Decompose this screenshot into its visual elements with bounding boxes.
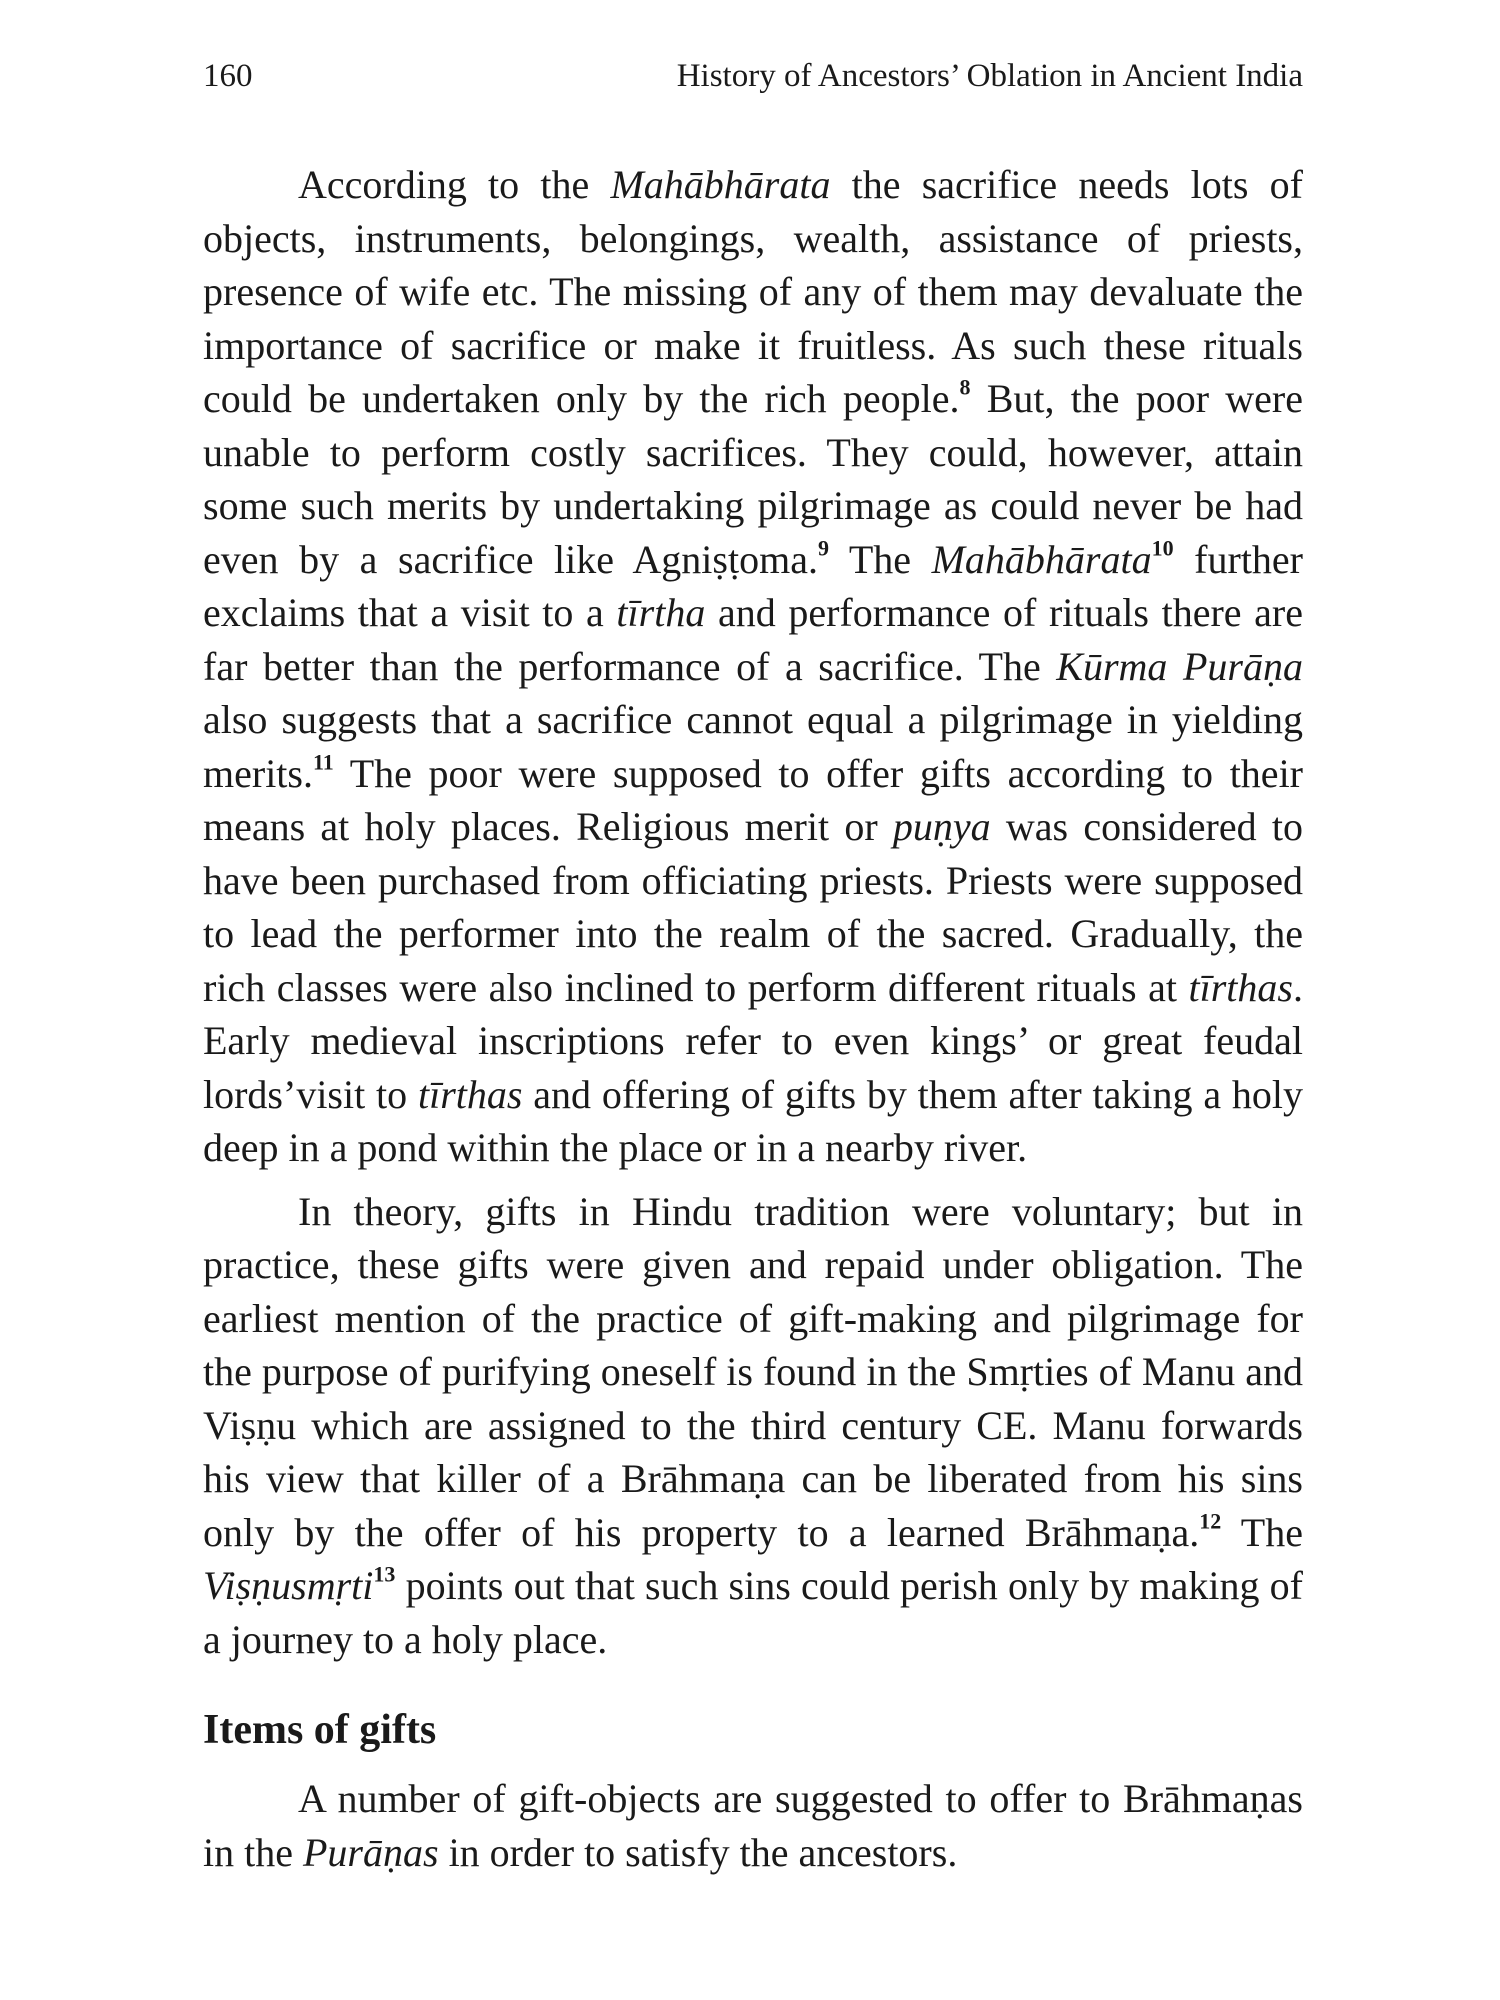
text-run: The <box>1221 1509 1303 1555</box>
text-run: in order to satisfy the ancestors. <box>438 1829 958 1875</box>
italic-term: Mahābhārata <box>931 536 1152 582</box>
paragraph-3 <box>203 1772 1303 1879</box>
body-text <box>203 158 1303 1879</box>
footnote-ref: 10 <box>1151 534 1174 560</box>
text-run: points out that such sins could perish only by making of a journey to a holy place. <box>203 1563 1303 1662</box>
text-run: the sacrifice needs lots of objects, instruments, belongings, wealth, assistance of priests, presence of wife etc. The missing of any of them may devaluate the importance of sacrifice or make it fruitless. As such these rituals could be undertaken only by the rich people. <box>203 162 1303 421</box>
page-number: 160 <box>203 58 253 94</box>
italic-term: Purāṇas <box>302 1829 439 1875</box>
text-run: further exclaims that a visit to a <box>203 536 1304 635</box>
footnote-ref: 13 <box>373 1561 396 1587</box>
italic-term: Mahābhārata <box>610 162 831 207</box>
text-run: According to the <box>298 162 611 207</box>
text-run: In theory, gifts in Hindu tradition were voluntary; but in practice, these gifts were given and repaid under obligation. The earliest mention of the practice of gift-making and pilgrimage for the purpose of purifying oneself is found in the Smṛties of Manu and Viṣṇu which are assigned to the third century CE. Manu forwards his view that killer of a Brāhmaṇa can be liberated from his sins only by the offer of his property to a learned Brāhmaṇa. <box>203 1188 1303 1555</box>
footnote-ref: 9 <box>817 534 829 560</box>
text-run: . Early medieval inscriptions refer to even kings’ or great feudal lords’visit to <box>203 964 1303 1117</box>
italic-term: Kūrma Purāṇa <box>1056 643 1303 689</box>
paragraph-1 <box>203 158 1303 1175</box>
text-run: and performance of rituals there are far better than the performance of a sacrifice. The <box>203 590 1303 689</box>
italic-term: puṇya <box>892 804 991 849</box>
italic-term: Viṣṇusmṛti <box>203 1563 374 1608</box>
text-run: The <box>828 536 932 582</box>
footnote-ref: 8 <box>959 374 971 400</box>
footnote-ref: 12 <box>1199 1507 1222 1533</box>
paragraph-2 <box>203 1185 1303 1667</box>
section-heading: Items of gifts <box>203 1707 437 1753</box>
footnote-ref: 11 <box>312 748 334 774</box>
italic-term: tīrthas <box>1188 964 1293 1010</box>
text-run: and offering of gifts by them after taking a holy deep in a pond within the place or in a nearby river. <box>203 1071 1304 1170</box>
running-title: History of Ancestors’ Oblation in Ancient India <box>676 58 1303 94</box>
text-run: The poor were supposed to offer gifts according to their means at holy places. Religious merit or <box>203 750 1303 849</box>
italic-term: tīrthas <box>417 1071 523 1117</box>
text-run: A number of gift-objects are suggested to offer to Brāhmaṇas in the <box>203 1776 1303 1875</box>
text-run: also suggests that a sacrifice cannot equal a pilgrimage in yielding merits. <box>203 697 1303 796</box>
italic-term: tīrtha <box>616 590 706 635</box>
page-header <box>203 58 1303 116</box>
text-run: But, the poor were unable to perform costly sacrifices. They could, however, attain some such merits by undertaking pilgrimage as could never be had even by a sacrifice like Agniṣṭoma. <box>203 376 1303 582</box>
text-run: was considered to have been purchased from officiating priests. Priests were supposed to lead the performer into the realm of the sacred. Gradually, the rich classes were also inclined to perform different rituals at <box>203 804 1303 1010</box>
book-page <box>203 58 1303 1879</box>
